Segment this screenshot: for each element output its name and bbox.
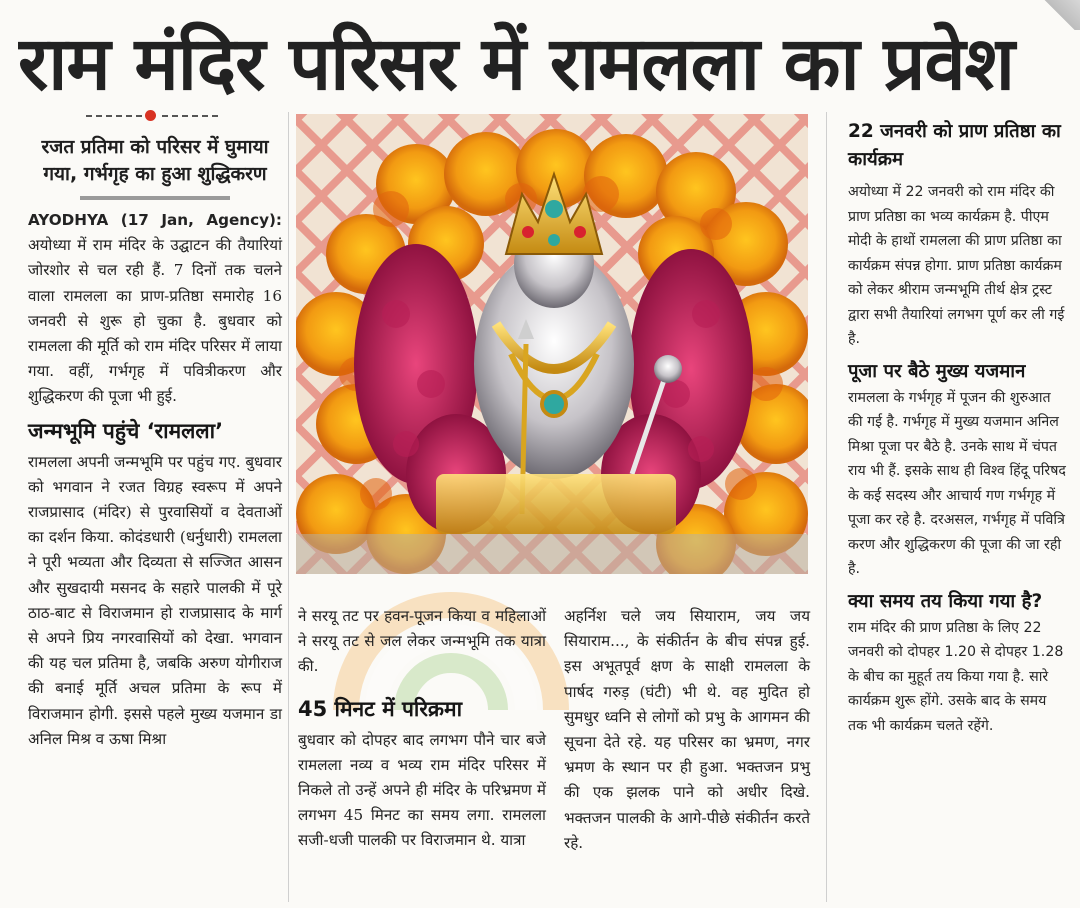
right-sidebar [848,118,1066,738]
middle-column-1 [298,604,546,854]
column-divider [826,112,827,902]
sidebar-head-2: पूजा पर बैठे मुख्य यजमान [848,360,1026,382]
deck-rule [80,196,230,200]
sidebar-head-1: 22 जनवरी को प्राण प्रतिष्ठा का कार्यक्रम [848,121,1061,170]
dateline: AYODHYA (17 Jan, Agency): [28,211,282,229]
sidebar-head-3: क्या समय तय किया गया है? [848,590,1043,612]
subhead-parikrama: 45 मिनट में परिक्रमा [298,696,463,721]
intro-text: अयोध्या में राम मंदिर के उद्घाटन की तैयारियां जोरशोर से चल रही हैं. 7 दिनों तक चलने वाला रामलला का प्राण-प्रतिष्ठा समारोह 16 जनवरी से शुरू हो चुका है. बुधवार को रामलला की मूर्ति को राम मंदिर परिसर में लाया गया. वहीं, गर्भगृह में पवित्रीकरण और शुद्धिकरण की पूजा भी हुई. [28,236,282,406]
article-intro [28,208,282,410]
article-para1: रामलला अपनी जन्मभूमि पर पहुंच गए. बुधवार को भगवान ने रजत विग्रह स्वरूप में अपने राजप्रासाद (मंदिर) से पुरवासियों व देवताओं का दर्शन किया. कोदंडधारी (धर्नुधारी) रामलला ने पूरी भव्यता और दिव्यता से सज्जित आसन और सुखदायी मसनद के सहारे पालकी में पूरे ठाठ-बाट से विराजमान हो राजप्रासाद के मार्ग से अपने प्रिय नगरवासियों को देखा. भगवान की यह चल प्रतिमा है, जबकि अरुण योगीराज की बनाई मूर्ति अचल प्रतिमा के रूप में विराजमान होगी. इससे पहले मुख्य यजमान डा अनिल मिश्र व ऊषा मिश्रा [28,452,282,748]
sidebar-body-2: रामलला के गर्भगृह में पूजन की शुरुआत की गई है. गर्भगृह में मुख्य यजमान अनिल मिश्रा पूजा पर बैठे है. उनके साथ में चंपत राय भी हैं. इसके साथ ही विश्व हिंदू परिषद के कई सदस्य और आचार्य गण गर्भगृह में पूजा कर रहे है. दरअसल, गर्भगृह में पवित्रि करण और शुद्धिकरण की पूजा की जा रही है. [848,389,1066,577]
deck-subtitle: रजत प्रतिमा को परिसर में घुमाया गया, गर्भगृह का हुआ शुद्धिकरण [41,136,269,185]
page-headline: राम मंदिर परिसर में रामलला का प्रवेश [18,21,1015,107]
sidebar-body-3: राम मंदिर की प्राण प्रतिष्ठा के लिए 22 जनवरी को दोपहर 1.20 से दोपहर 1.28 के बीच का मुहूर्त तय किया गया है. सारे कार्यक्रम शुरू होंगे. उसके बाद के समय तक भी कार्यक्रम चलते रहेंगे. [848,619,1064,734]
article-para1-continued: ने सरयू तट पर हवन-पूजन किया व महिलाओं ने सरयू तट से जल लेकर जन्मभूमि तक यात्रा की. [298,607,546,676]
sidebar-body-1: अयोध्या में 22 जनवरी को राम मंदिर की प्राण प्रतिष्ठा का भव्य कार्यक्रम है. पीएम मोदी के हाथों रामलला की प्राण प्रतिष्ठा का कार्यक्रम संपन्न होगा. प्राण प्रतिष्ठा कार्यक्रम को लेकर श्रीराम जन्मभूमि तीर्थ क्षेत्र ट्रस्ट द्वारा सभी तैयारियां लगभग पूर्ण कर ली गई है. [848,184,1065,347]
column-divider [288,112,289,902]
deck-ornament [28,106,282,126]
subhead-janmabhoomi: जन्मभूमि पहुंचे ‘रामलला’ [28,418,224,443]
article-para3: अहर्निश चले जय सियाराम, जय जय सियाराम..., के संकीर्तन के बीच संपन्न हुई. इस अभूतपूर्व क्षण के साक्षी रामलला के पार्षद गरुड़ (घंटी) भी थे. वह मुदित हो सुमधुर ध्वनि से लोगों को प्रभु के आगमन की सूचना देते रहे. यह परिसर का भ्रमण, नगर भ्रमण के स्थान पर ही हुआ. भक्तजन प्रभु की एक झलक पाने को अधीर दिखे. भक्तजन पालकी के आगे-पीछे संकीर्तन करते रहे. [564,607,810,852]
ramlalla-photo [296,114,808,574]
article-para2: बुधवार को दोपहर बाद लगभग पौने चार बजे रामलला नव्य व भव्य राम मंदिर परिसर में निकले तो उन्हें अपने ही मंदिर के परिभ्रमण में लगभग 45 मिनट का समय लगा. रामलला सजी-धजी पालकी पर विराजमान थे. यात्रा [298,730,546,850]
left-column [28,106,282,752]
middle-column-2 [564,604,810,856]
